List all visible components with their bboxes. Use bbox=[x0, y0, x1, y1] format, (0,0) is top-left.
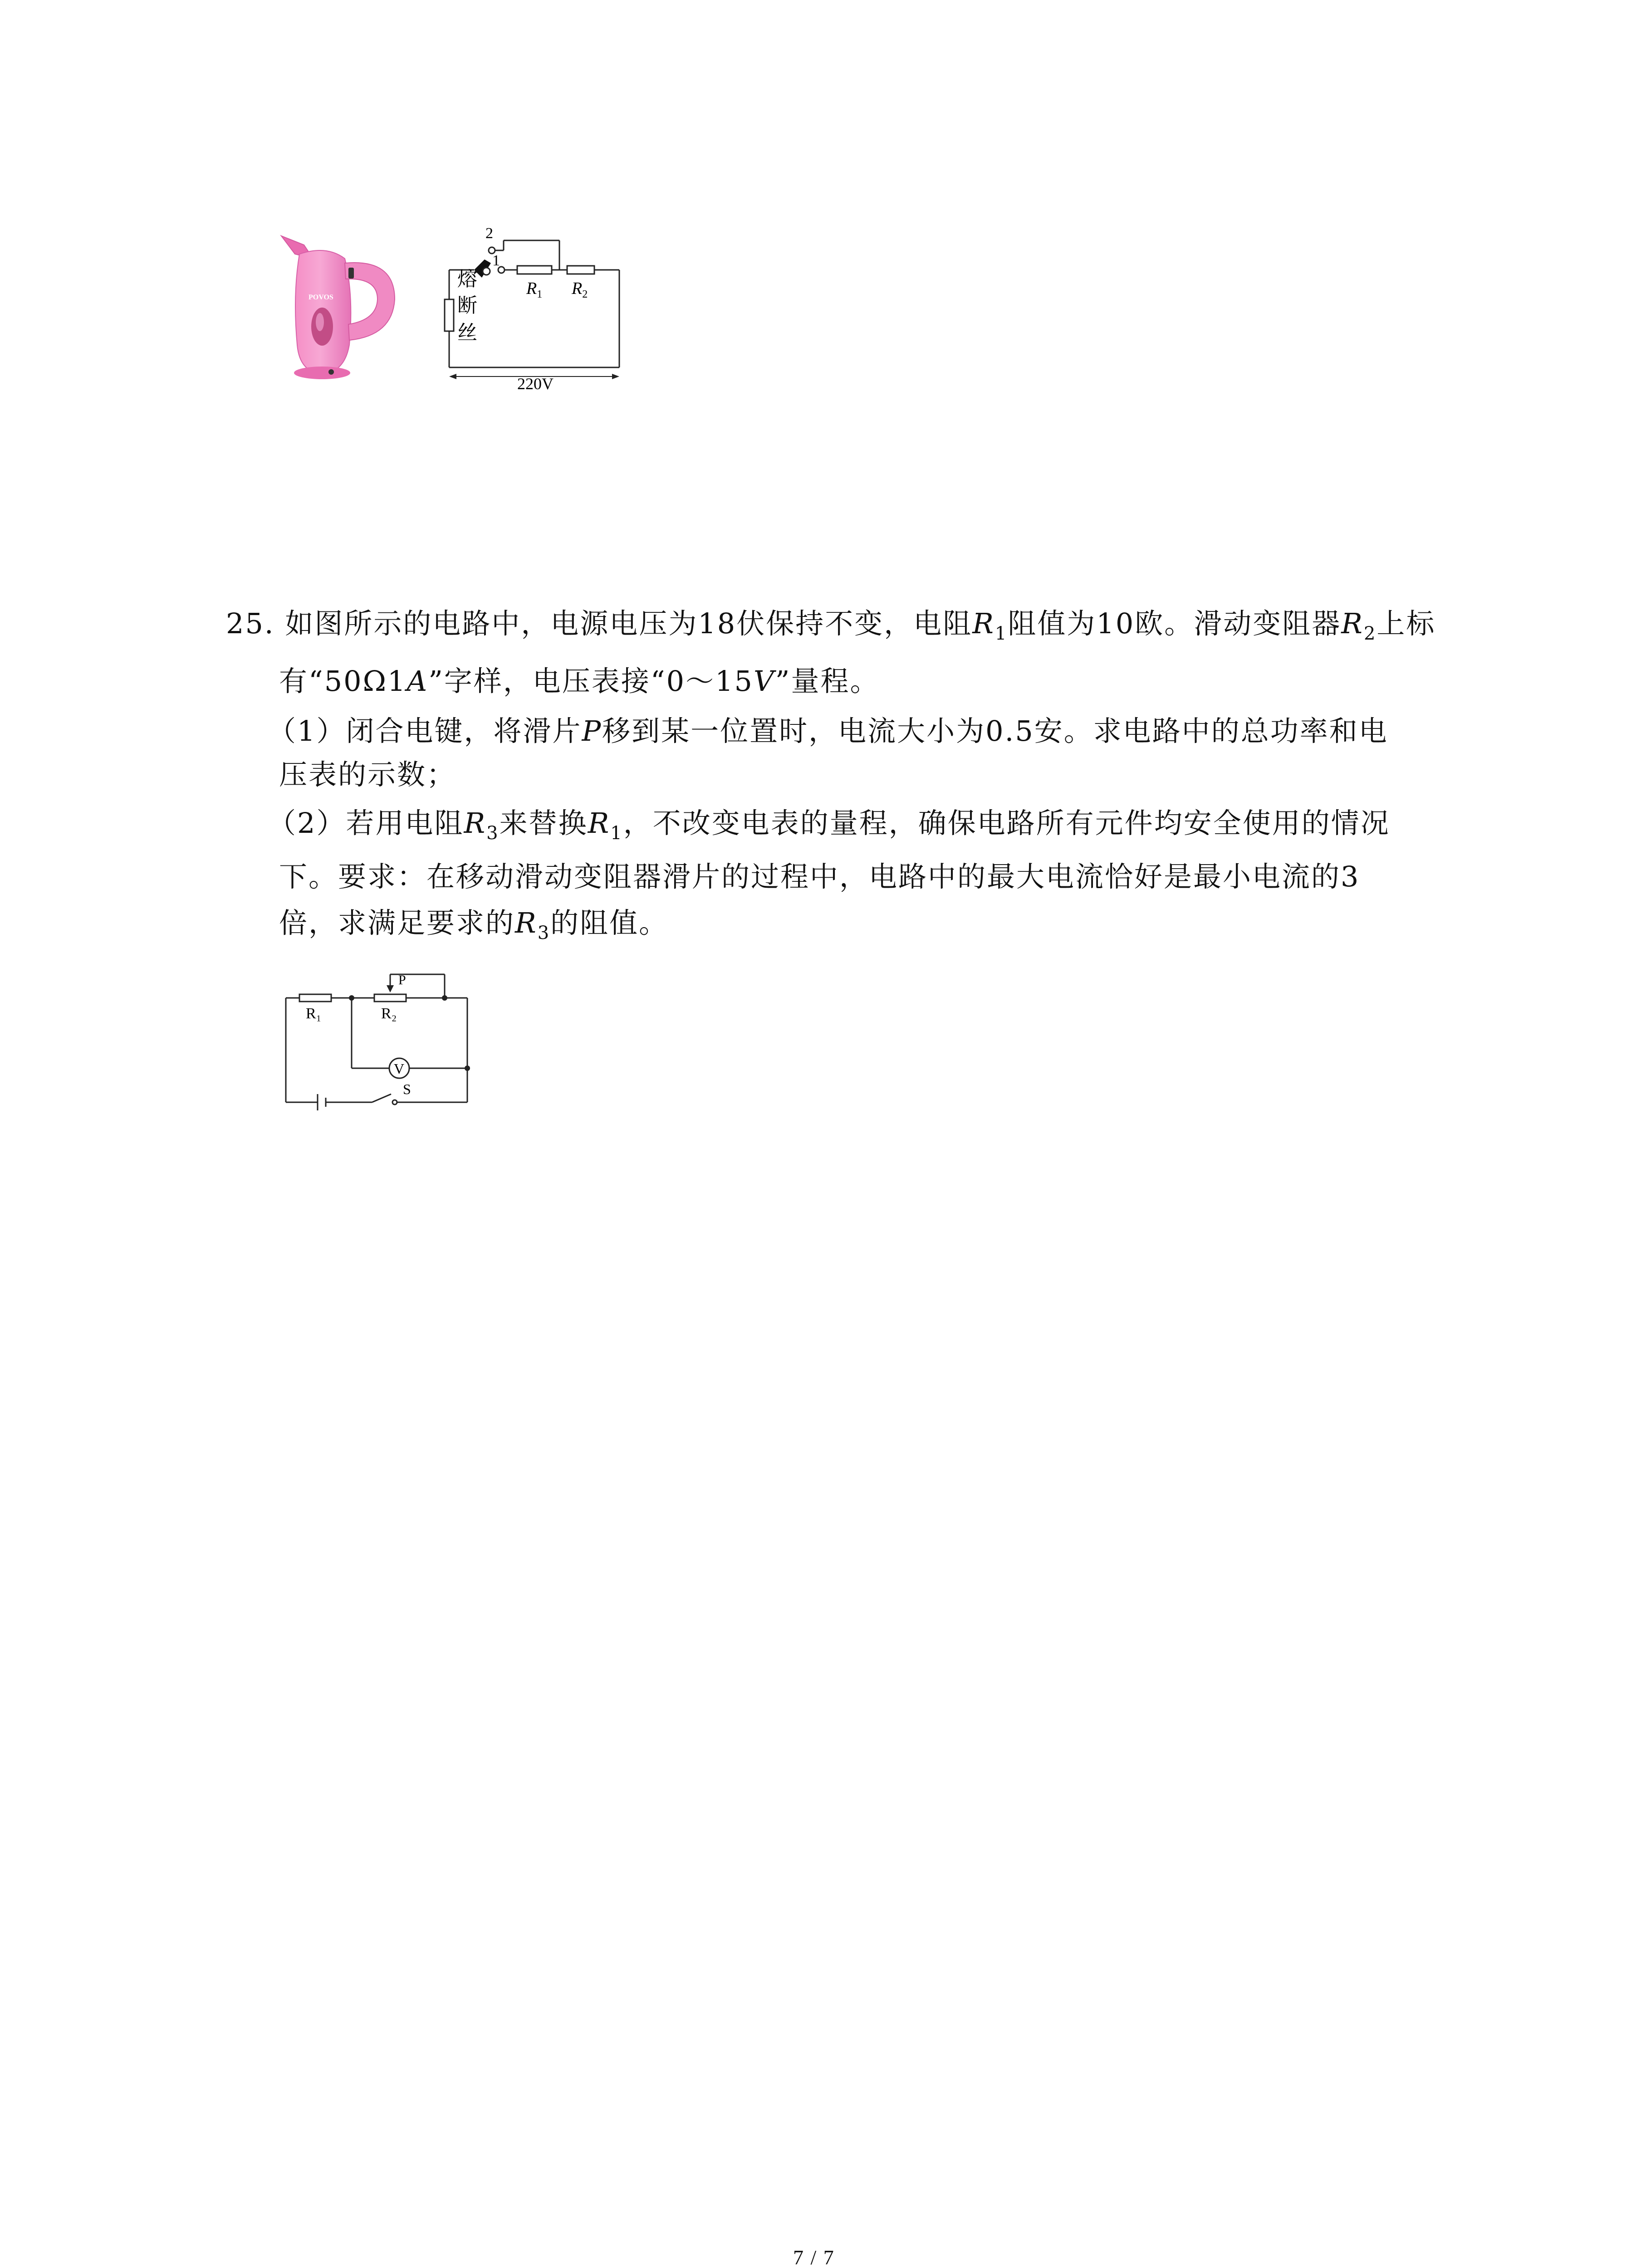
fuse-label-char-1: 熔 bbox=[457, 268, 477, 290]
page-number: 7 / 7 bbox=[793, 2246, 835, 2268]
fuse-label-char-3: 丝 bbox=[457, 322, 477, 344]
resistor-r1 bbox=[299, 994, 331, 1002]
voltmeter-label: V bbox=[394, 1061, 405, 1077]
question-part-2-line-3: 倍，求满足要求的$R_3$的阻值。 bbox=[279, 906, 669, 943]
r1-label-2: R₁ bbox=[306, 1005, 322, 1022]
switch-position-1: 1 bbox=[492, 252, 500, 269]
circuit-diagram-2 bbox=[272, 953, 481, 1116]
r2-label: $R_2$ bbox=[572, 279, 588, 300]
r2-label-2: R₂ bbox=[381, 1005, 397, 1022]
question-number: 25. bbox=[226, 607, 275, 640]
question-part-1-line-1: （1）闭合电键，将滑片P移到某一位置时，电流大小为0.5安。求电路中的总功率和电 bbox=[268, 714, 1388, 748]
question-part-1-line-2: 压表的示数； bbox=[279, 758, 456, 791]
brand-label: POVOS bbox=[309, 293, 333, 301]
steamer-image bbox=[277, 227, 404, 386]
r1-label: $R_1$ bbox=[526, 279, 543, 300]
fuse-label-char-2: 断 bbox=[457, 294, 477, 317]
switch-position-2: 2 bbox=[485, 225, 493, 242]
switch-label: S bbox=[403, 1081, 411, 1097]
resistor-r2 bbox=[567, 266, 594, 274]
slider-arrow bbox=[387, 985, 394, 992]
question-part-2-line-2: 下。要求：在移动滑动变阻器滑片的过程中，电路中的最大电流恰好是最小电流的3 bbox=[279, 860, 1360, 893]
resistor-r1 bbox=[517, 266, 552, 274]
question-line-1: 25. 如图所示的电路中，电源电压为18伏保持不变，电阻$R_1$阻值为10欧。滑动变阻器$R_2$上标 bbox=[226, 607, 1436, 644]
fuse-symbol bbox=[445, 299, 454, 331]
question-line-2: 有“50Ω1A”字样，电压表接“0～15V”量程。 bbox=[279, 665, 880, 698]
voltage-label: 220V bbox=[517, 375, 554, 390]
circuit-diagram-1 bbox=[431, 218, 635, 390]
question-part-2-line-1: （2）若用电阻$R_3$来替换$R_1$，不改变电表的量程，确保电路所有元件均安全使用的情况 bbox=[268, 807, 1390, 844]
rheostat-r2 bbox=[374, 994, 406, 1002]
slider-label-p: P bbox=[398, 973, 406, 987]
